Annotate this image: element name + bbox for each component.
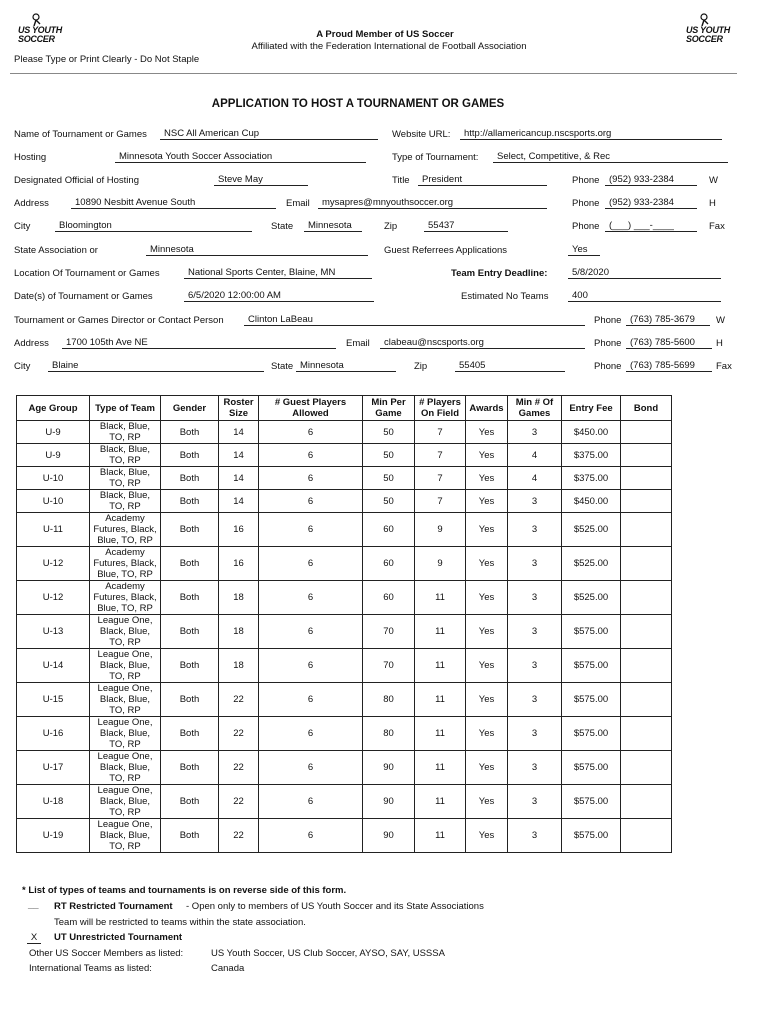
cell-age-group: U-13 [17, 615, 90, 649]
cell-min-per-game: 70 [363, 649, 415, 683]
cell-bond [621, 683, 672, 717]
cell-bond [621, 467, 672, 490]
cell-gender: Both [161, 490, 219, 513]
cell-type-of-team: Black, Blue, TO, RP [90, 444, 161, 467]
field-director-zip[interactable]: 55405 [455, 360, 565, 372]
cell-entry-fee: $525.00 [562, 513, 621, 547]
age-group-table [16, 395, 672, 853]
cell-type-of-team: Academy Futures, Black, Blue, TO, RP [90, 581, 161, 615]
cell-players-on-field: 9 [415, 547, 466, 581]
label-team-entry-deadline: Team Entry Deadline: [451, 268, 548, 279]
label-title: Title [392, 175, 410, 186]
cell-bond [621, 751, 672, 785]
cell-type-of-team: League One, Black, Blue, TO, RP [90, 615, 161, 649]
label-hosting: Hosting [14, 152, 47, 163]
label-director-zip: Zip [414, 361, 428, 372]
cell-awards: Yes [466, 547, 508, 581]
label-fax-2: Fax [716, 361, 732, 372]
label-estimated-teams: Estimated No Teams [461, 291, 549, 302]
label-address: Address [14, 198, 49, 209]
cell-bond [621, 421, 672, 444]
ut-label: UT Unrestricted Tournament [54, 932, 183, 943]
cell-entry-fee: $575.00 [562, 683, 621, 717]
cell-gender: Both [161, 785, 219, 819]
cell-guest-players: 6 [259, 649, 363, 683]
header-min-games: Min # Of Games [508, 396, 562, 421]
label-city: City [14, 221, 31, 232]
label-w-2: W [716, 315, 725, 326]
table-header-row [17, 396, 672, 421]
member-line: A Proud Member of US Soccer [316, 29, 454, 40]
field-dates[interactable]: 6/5/2020 12:00:00 AM [184, 290, 374, 302]
cell-min-per-game: 90 [363, 785, 415, 819]
rt-label: RT Restricted Tournament [54, 901, 173, 912]
cell-age-group: U-15 [17, 683, 90, 717]
cell-min-per-game: 80 [363, 717, 415, 751]
header-players-on-field: # Players On Field [415, 396, 466, 421]
cell-min-per-game: 50 [363, 421, 415, 444]
table-row [17, 547, 672, 581]
cell-guest-players: 6 [259, 490, 363, 513]
cell-bond [621, 615, 672, 649]
label-zip: Zip [384, 221, 398, 232]
label-state-association: State Association or [14, 245, 98, 256]
cell-awards: Yes [466, 751, 508, 785]
cell-min-games: 3 [508, 683, 562, 717]
field-type-of-tournament[interactable]: Select, Competitive, & Rec [493, 151, 728, 163]
affiliation-line: Affiliated with the Federation International de Football Association [251, 41, 527, 52]
label-type-of-tournament: Type of Tournament: [392, 152, 479, 163]
table-row [17, 444, 672, 467]
list-note: * List of types of teams and tournaments is on reverse side of this form. [22, 885, 347, 896]
cell-entry-fee: $575.00 [562, 615, 621, 649]
cell-roster-size: 16 [219, 547, 259, 581]
cell-roster-size: 18 [219, 581, 259, 615]
cell-roster-size: 14 [219, 490, 259, 513]
header-guest-players: # Guest Players Allowed [259, 396, 363, 421]
international-label: International Teams as listed: [29, 963, 152, 974]
field-location[interactable]: National Sports Center, Blaine, MN [184, 267, 372, 279]
cell-gender: Both [161, 683, 219, 717]
cell-players-on-field: 7 [415, 421, 466, 444]
field-estimated-teams[interactable]: 400 [568, 290, 721, 302]
label-designated-official: Designated Official of Hosting [14, 175, 139, 186]
table-row [17, 513, 672, 547]
cell-awards: Yes [466, 467, 508, 490]
cell-entry-fee: $375.00 [562, 444, 621, 467]
cell-bond [621, 581, 672, 615]
field-director-email[interactable]: clabeau@nscsports.org [380, 337, 585, 349]
cell-entry-fee: $575.00 [562, 649, 621, 683]
table-row [17, 581, 672, 615]
cell-min-games: 3 [508, 615, 562, 649]
cell-min-per-game: 50 [363, 490, 415, 513]
cell-roster-size: 18 [219, 615, 259, 649]
cell-age-group: U-9 [17, 421, 90, 444]
cell-awards: Yes [466, 513, 508, 547]
cell-gender: Both [161, 547, 219, 581]
cell-min-per-game: 60 [363, 547, 415, 581]
ut-checkbox[interactable]: X [27, 932, 41, 944]
cell-type-of-team: Academy Futures, Black, Blue, TO, RP [90, 513, 161, 547]
table-row [17, 649, 672, 683]
cell-guest-players: 6 [259, 683, 363, 717]
cell-min-games: 3 [508, 547, 562, 581]
field-state[interactable]: Minnesota [304, 220, 362, 232]
field-official-fax[interactable]: (___) ___-____ [605, 220, 697, 232]
rt-description: - Open only to members of US Youth Soccer and its State Associations [186, 901, 484, 912]
cell-guest-players: 6 [259, 785, 363, 819]
field-email[interactable]: mysapres@mnyouthsoccer.org [318, 197, 547, 209]
cell-age-group: U-17 [17, 751, 90, 785]
cell-bond [621, 649, 672, 683]
cell-age-group: U-16 [17, 717, 90, 751]
cell-gender: Both [161, 717, 219, 751]
cell-bond [621, 444, 672, 467]
cell-age-group: U-14 [17, 649, 90, 683]
cell-min-per-game: 70 [363, 615, 415, 649]
label-official-phone-h: Phone [572, 198, 600, 209]
cell-awards: Yes [466, 444, 508, 467]
label-w-1: W [709, 175, 718, 186]
cell-min-per-game: 90 [363, 751, 415, 785]
cell-roster-size: 18 [219, 649, 259, 683]
cell-roster-size: 22 [219, 751, 259, 785]
cell-age-group: U-11 [17, 513, 90, 547]
cell-entry-fee: $450.00 [562, 490, 621, 513]
cell-min-games: 4 [508, 467, 562, 490]
cell-min-games: 4 [508, 444, 562, 467]
label-director-city: City [14, 361, 31, 372]
cell-min-games: 3 [508, 421, 562, 444]
label-director-state: State [271, 361, 294, 372]
cell-roster-size: 22 [219, 717, 259, 751]
cell-type-of-team: Academy Futures, Black, Blue, TO, RP [90, 547, 161, 581]
cell-age-group: U-10 [17, 467, 90, 490]
field-designated-official[interactable]: Steve May [214, 174, 308, 186]
cell-entry-fee: $525.00 [562, 581, 621, 615]
field-director-fax[interactable]: (763) 785-5699 [626, 360, 712, 372]
cell-guest-players: 6 [259, 581, 363, 615]
header-min-per-game: Min Per Game [363, 396, 415, 421]
cell-awards: Yes [466, 581, 508, 615]
label-director-phone-w: Phone [594, 315, 622, 326]
cell-gender: Both [161, 615, 219, 649]
table-row [17, 717, 672, 751]
cell-players-on-field: 11 [415, 615, 466, 649]
cell-entry-fee: $575.00 [562, 751, 621, 785]
cell-roster-size: 22 [219, 819, 259, 853]
cell-bond [621, 785, 672, 819]
table-row [17, 421, 672, 444]
cell-age-group: U-10 [17, 490, 90, 513]
cell-awards: Yes [466, 717, 508, 751]
header-gender: Gender [161, 396, 219, 421]
cell-bond [621, 717, 672, 751]
label-director-address: Address [14, 338, 49, 349]
instruction-text: Please Type or Print Clearly - Do Not Staple [14, 54, 200, 65]
header-type-of-team: Type of Team [90, 396, 161, 421]
cell-awards: Yes [466, 819, 508, 853]
cell-min-games: 3 [508, 581, 562, 615]
cell-players-on-field: 9 [415, 513, 466, 547]
label-official-phone-w: Phone [572, 175, 600, 186]
cell-awards: Yes [466, 615, 508, 649]
cell-players-on-field: 11 [415, 751, 466, 785]
cell-guest-players: 6 [259, 615, 363, 649]
cell-type-of-team: League One, Black, Blue, TO, RP [90, 683, 161, 717]
cell-type-of-team: League One, Black, Blue, TO, RP [90, 751, 161, 785]
cell-guest-players: 6 [259, 444, 363, 467]
cell-min-per-game: 60 [363, 513, 415, 547]
table-row [17, 615, 672, 649]
table-row [17, 467, 672, 490]
header-bond: Bond [621, 396, 672, 421]
cell-roster-size: 14 [219, 421, 259, 444]
cell-age-group: U-12 [17, 547, 90, 581]
cell-min-games: 3 [508, 513, 562, 547]
logo-text-right: US YOUTH SOCCER [686, 25, 730, 44]
cell-guest-players: 6 [259, 751, 363, 785]
cell-roster-size: 16 [219, 513, 259, 547]
field-director[interactable]: Clinton LaBeau [244, 314, 585, 326]
label-dates: Date(s) of Tournament or Games [14, 291, 153, 302]
cell-guest-players: 6 [259, 513, 363, 547]
cell-entry-fee: $575.00 [562, 717, 621, 751]
field-zip[interactable]: 55437 [424, 220, 508, 232]
label-fax-1: Fax [709, 221, 725, 232]
label-tournament-name: Name of Tournament or Games [14, 129, 147, 140]
cell-min-per-game: 60 [363, 581, 415, 615]
cell-min-games: 3 [508, 649, 562, 683]
cell-roster-size: 22 [219, 683, 259, 717]
international-value: Canada [211, 963, 245, 974]
field-official-phone-w[interactable]: (952) 933-2384 [605, 174, 697, 186]
cell-roster-size: 14 [219, 444, 259, 467]
cell-min-per-game: 80 [363, 683, 415, 717]
label-director-phone-h: Phone [594, 338, 622, 349]
field-tournament-name[interactable]: NSC All American Cup [160, 128, 378, 140]
cell-guest-players: 6 [259, 421, 363, 444]
field-title[interactable]: President [418, 174, 547, 186]
rt-checkbox[interactable]: __ [28, 900, 39, 911]
field-team-entry-deadline[interactable]: 5/8/2020 [568, 267, 721, 279]
field-city[interactable]: Bloomington [55, 220, 252, 232]
cell-entry-fee: $450.00 [562, 421, 621, 444]
table-row [17, 683, 672, 717]
cell-bond [621, 513, 672, 547]
field-official-phone-h[interactable]: (952) 933-2384 [605, 197, 697, 209]
cell-min-per-game: 50 [363, 444, 415, 467]
table-row [17, 785, 672, 819]
logo-text-left: US YOUTH SOCCER [18, 25, 62, 44]
cell-type-of-team: League One, Black, Blue, TO, RP [90, 785, 161, 819]
form-title: APPLICATION TO HOST A TOURNAMENT OR GAMES [211, 98, 505, 110]
cell-min-games: 3 [508, 785, 562, 819]
field-address[interactable]: 10890 Nesbitt Avenue South [71, 197, 276, 209]
label-director-email: Email [346, 338, 370, 349]
cell-type-of-team: League One, Black, Blue, TO, RP [90, 717, 161, 751]
cell-gender: Both [161, 819, 219, 853]
label-official-fax-phone: Phone [572, 221, 600, 232]
field-director-address[interactable]: 1700 105th Ave NE [62, 337, 336, 349]
cell-players-on-field: 7 [415, 467, 466, 490]
cell-players-on-field: 11 [415, 581, 466, 615]
cell-players-on-field: 11 [415, 683, 466, 717]
cell-type-of-team: Black, Blue, TO, RP [90, 421, 161, 444]
label-website: Website URL: [392, 129, 451, 140]
cell-players-on-field: 11 [415, 819, 466, 853]
cell-gender: Both [161, 581, 219, 615]
header-roster-size: Roster Size [219, 396, 259, 421]
label-h-1: H [709, 198, 716, 209]
header-awards: Awards [466, 396, 508, 421]
cell-gender: Both [161, 467, 219, 490]
table-body [17, 421, 672, 853]
cell-min-games: 3 [508, 490, 562, 513]
cell-guest-players: 6 [259, 467, 363, 490]
cell-players-on-field: 11 [415, 717, 466, 751]
field-guest-referees[interactable]: Yes [568, 244, 600, 256]
label-state: State [271, 221, 294, 232]
cell-bond [621, 819, 672, 853]
cell-bond [621, 547, 672, 581]
field-director-state[interactable]: Minnesota [296, 360, 396, 372]
label-location: Location Of Tournament or Games [14, 268, 160, 279]
cell-type-of-team: Black, Blue, TO, RP [90, 490, 161, 513]
cell-min-per-game: 90 [363, 819, 415, 853]
cell-roster-size: 22 [219, 785, 259, 819]
cell-gender: Both [161, 649, 219, 683]
cell-guest-players: 6 [259, 547, 363, 581]
label-email: Email [286, 198, 310, 209]
cell-players-on-field: 11 [415, 649, 466, 683]
cell-players-on-field: 7 [415, 490, 466, 513]
cell-awards: Yes [466, 649, 508, 683]
table-row [17, 819, 672, 853]
table-row [17, 490, 672, 513]
cell-age-group: U-18 [17, 785, 90, 819]
label-h-2: H [716, 338, 723, 349]
field-director-phone-h[interactable]: (763) 785-5600 [626, 337, 712, 349]
cell-gender: Both [161, 421, 219, 444]
cell-bond [621, 490, 672, 513]
cell-awards: Yes [466, 683, 508, 717]
cell-gender: Both [161, 751, 219, 785]
other-members-label: Other US Soccer Members as listed: [29, 948, 184, 959]
cell-min-games: 3 [508, 819, 562, 853]
field-state-association[interactable]: Minnesota [146, 244, 368, 256]
cell-players-on-field: 7 [415, 444, 466, 467]
cell-roster-size: 14 [219, 467, 259, 490]
label-director: Tournament or Games Director or Contact Person [14, 315, 224, 326]
cell-gender: Both [161, 444, 219, 467]
field-director-city[interactable]: Blaine [48, 360, 264, 372]
cell-guest-players: 6 [259, 717, 363, 751]
cell-age-group: U-19 [17, 819, 90, 853]
other-members-value: US Youth Soccer, US Club Soccer, AYSO, SAY, USSSA [211, 948, 445, 959]
cell-age-group: U-9 [17, 444, 90, 467]
header-entry-fee: Entry Fee [562, 396, 621, 421]
cell-guest-players: 6 [259, 819, 363, 853]
cell-min-games: 3 [508, 751, 562, 785]
cell-min-games: 3 [508, 717, 562, 751]
cell-awards: Yes [466, 785, 508, 819]
cell-gender: Both [161, 513, 219, 547]
field-website[interactable]: http://allamericancup.nscsports.org [460, 128, 722, 140]
table-row [17, 751, 672, 785]
label-director-fax-phone: Phone [594, 361, 622, 372]
cell-entry-fee: $375.00 [562, 467, 621, 490]
cell-entry-fee: $525.00 [562, 547, 621, 581]
header-age-group: Age Group [17, 396, 90, 421]
label-guest-referees: Guest Referrees Applications [384, 245, 508, 256]
field-director-phone-w[interactable]: (763) 785-3679 [626, 314, 710, 326]
cell-type-of-team: Black, Blue, TO, RP [90, 467, 161, 490]
cell-entry-fee: $575.00 [562, 819, 621, 853]
cell-age-group: U-12 [17, 581, 90, 615]
cell-players-on-field: 11 [415, 785, 466, 819]
field-hosting[interactable]: Minnesota Youth Soccer Association [115, 151, 366, 163]
header-divider [10, 73, 737, 74]
cell-awards: Yes [466, 421, 508, 444]
rt-description-2: Team will be restricted to teams within the state association. [54, 917, 306, 928]
cell-type-of-team: League One, Black, Blue, TO, RP [90, 649, 161, 683]
cell-entry-fee: $575.00 [562, 785, 621, 819]
cell-min-per-game: 50 [363, 467, 415, 490]
cell-type-of-team: League One, Black, Blue, TO, RP [90, 819, 161, 853]
cell-awards: Yes [466, 490, 508, 513]
